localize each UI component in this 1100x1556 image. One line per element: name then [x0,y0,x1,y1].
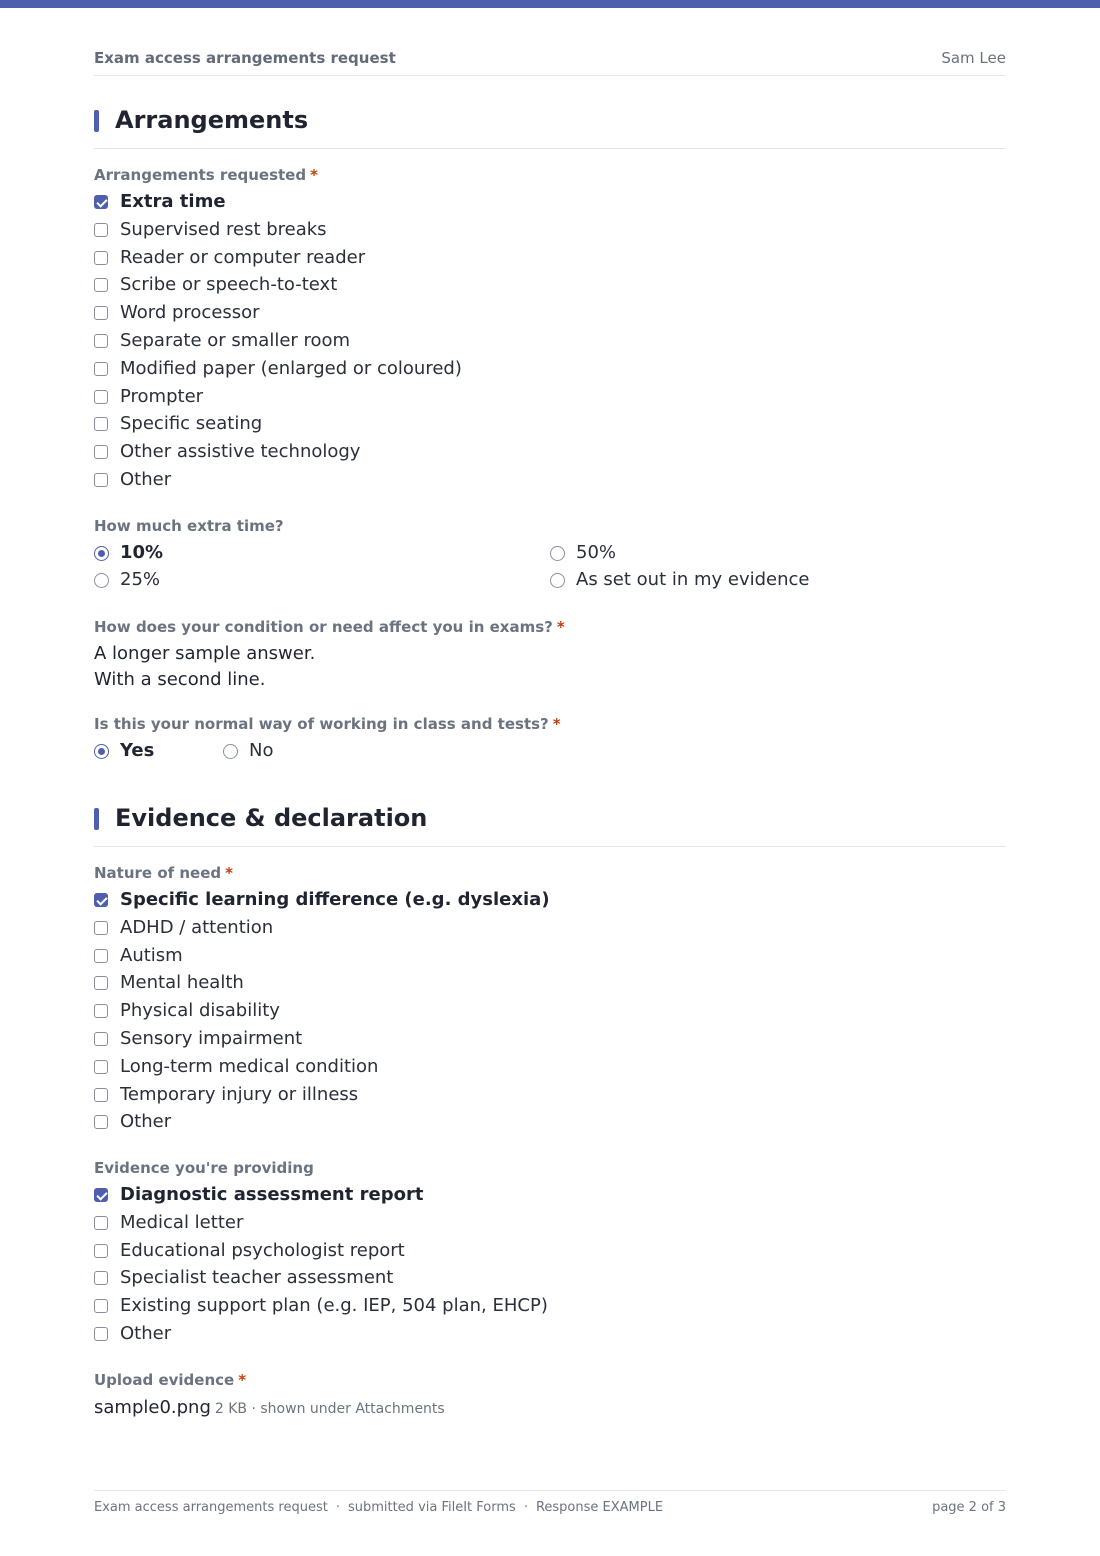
option-label: Specific learning difference (e.g. dyslexia) [120,889,550,910]
checkbox-unchecked-icon[interactable] [94,976,108,990]
field-label-upload-evidence: Upload evidence * [94,1371,247,1389]
checkbox-unchecked-icon[interactable] [94,362,108,376]
checkbox-unchecked-icon[interactable] [94,417,108,431]
radio-unselected-icon[interactable] [550,546,565,561]
checkbox-unchecked-icon[interactable] [94,1088,108,1102]
option-label: 25% [120,569,161,590]
checkbox-checked-icon[interactable] [94,1188,108,1202]
option-label: Temporary injury or illness [120,1083,359,1105]
checkbox-unchecked-icon[interactable] [94,223,108,237]
option-label: Diagnostic assessment report [120,1184,424,1205]
option-label: Autism [120,944,183,966]
field-label-condition-effect: How does your condition or need affect you in exams? * [94,618,565,636]
required-marker: * [552,715,561,733]
checkbox-unchecked-icon[interactable] [94,1327,108,1341]
required-marker: * [225,864,233,882]
uploaded-file [94,1397,445,1418]
checkbox-unchecked-icon[interactable] [94,1060,108,1074]
checkbox-unchecked-icon[interactable] [94,278,108,292]
footer-form-title: Exam access arrangements request [94,1500,328,1515]
footer-separator: · [335,1500,340,1515]
option-label: Other assistive technology [120,441,361,463]
option-label: Educational psychologist report [120,1239,405,1261]
section-heading-arrangements [94,106,1006,149]
option-label: Scribe or speech-to-text [120,274,338,296]
radio-unselected-icon[interactable] [550,573,565,588]
footer-submitted-via: submitted via FileIt Forms [347,1500,516,1515]
checkbox-checked-icon[interactable] [94,893,108,907]
option-label: Other [120,1111,172,1133]
checkbox-unchecked-icon[interactable] [94,1299,108,1313]
option-label: Yes [120,740,155,761]
field-label-extra-time: How much extra time? [94,517,284,535]
page-footer [94,1490,1006,1521]
option-label: Other [120,1323,172,1344]
file-meta: 2 KB · shown under Attachments [214,1401,445,1417]
option-label: Long-term medical condition [120,1055,379,1077]
file-name[interactable]: sample0.png [94,1397,211,1418]
page-indicator: page 2 of 3 [932,1500,1006,1515]
required-marker: * [238,1371,247,1389]
checkbox-unchecked-icon[interactable] [94,1004,108,1018]
radio-unselected-icon[interactable] [223,744,238,759]
checkbox-unchecked-icon[interactable] [94,251,108,265]
top-accent-bar [0,0,1100,8]
option-label: Prompter [120,385,204,407]
radio-selected-icon[interactable] [94,546,109,561]
checkbox-unchecked-icon[interactable] [94,306,108,320]
checkbox-unchecked-icon[interactable] [94,1244,108,1258]
option-label: Extra time [120,191,226,212]
footer-separator: · [523,1500,528,1515]
option-label: Specific seating [120,413,263,435]
field-label-nature-of-need: Nature of need * [94,864,233,882]
checkbox-unchecked-icon[interactable] [94,1032,108,1046]
checkbox-unchecked-icon[interactable] [94,445,108,459]
footer-info [94,1500,663,1515]
page-header [94,48,1006,76]
option-label: Specialist teacher assessment [120,1267,394,1289]
option-label: Supervised rest breaks [120,218,327,240]
radio-dot-icon [98,550,105,557]
option-label: Modified paper (enlarged or coloured) [120,357,462,379]
option-label: Existing support plan (e.g. IEP, 504 plan, EHCP) [120,1295,548,1317]
checkbox-unchecked-icon[interactable] [94,1271,108,1285]
checkbox-unchecked-icon[interactable] [94,921,108,935]
option-label: 10% [120,542,164,563]
checkbox-unchecked-icon[interactable] [94,1216,108,1230]
option-label: As set out in my evidence [576,569,810,590]
option-label: No [249,740,274,761]
option-label: Mental health [120,972,244,994]
option-label: Reader or computer reader [120,246,366,268]
field-label-arrangements-requested: Arrangements requested * [94,166,318,184]
answer-condition-effect: A longer sample answer. With a second line. [94,643,316,690]
check-mark-icon [96,1189,107,1200]
footer-response: Response EXAMPLE [535,1500,664,1515]
checkbox-unchecked-icon[interactable] [94,1115,108,1129]
checkbox-unchecked-icon[interactable] [94,334,108,348]
option-label: Physical disability [120,1000,280,1022]
checkbox-unchecked-icon[interactable] [94,473,108,487]
option-label: Word processor [120,302,260,324]
option-label: 50% [576,542,617,563]
section-accent-bar [94,808,99,830]
option-label: Other [120,469,172,490]
option-label: Sensory impairment [120,1028,303,1049]
checkbox-unchecked-icon[interactable] [94,949,108,963]
form-title: Exam access arrangements request [94,49,396,67]
radio-unselected-icon[interactable] [94,573,109,588]
check-mark-icon [96,894,107,905]
section-heading-evidence [94,804,1006,847]
required-marker: * [310,166,318,184]
required-marker: * [556,618,565,636]
field-label-normal-way: Is this your normal way of working in class and tests? * [94,715,561,733]
field-label-evidence-types: Evidence you're providing [94,1159,314,1177]
option-label: Separate or smaller room [120,330,351,351]
checkbox-unchecked-icon[interactable] [94,390,108,404]
option-label: ADHD / attention [120,916,274,938]
check-mark-icon [96,196,107,207]
section-title: Evidence & declaration [115,804,428,832]
option-label: Medical letter [120,1211,244,1233]
radio-dot-icon [98,748,105,755]
checkbox-checked-icon[interactable] [94,195,108,209]
radio-selected-icon[interactable] [94,744,109,759]
user-name: Sam Lee [941,49,1006,67]
section-accent-bar [94,110,99,132]
section-title: Arrangements [115,106,309,134]
